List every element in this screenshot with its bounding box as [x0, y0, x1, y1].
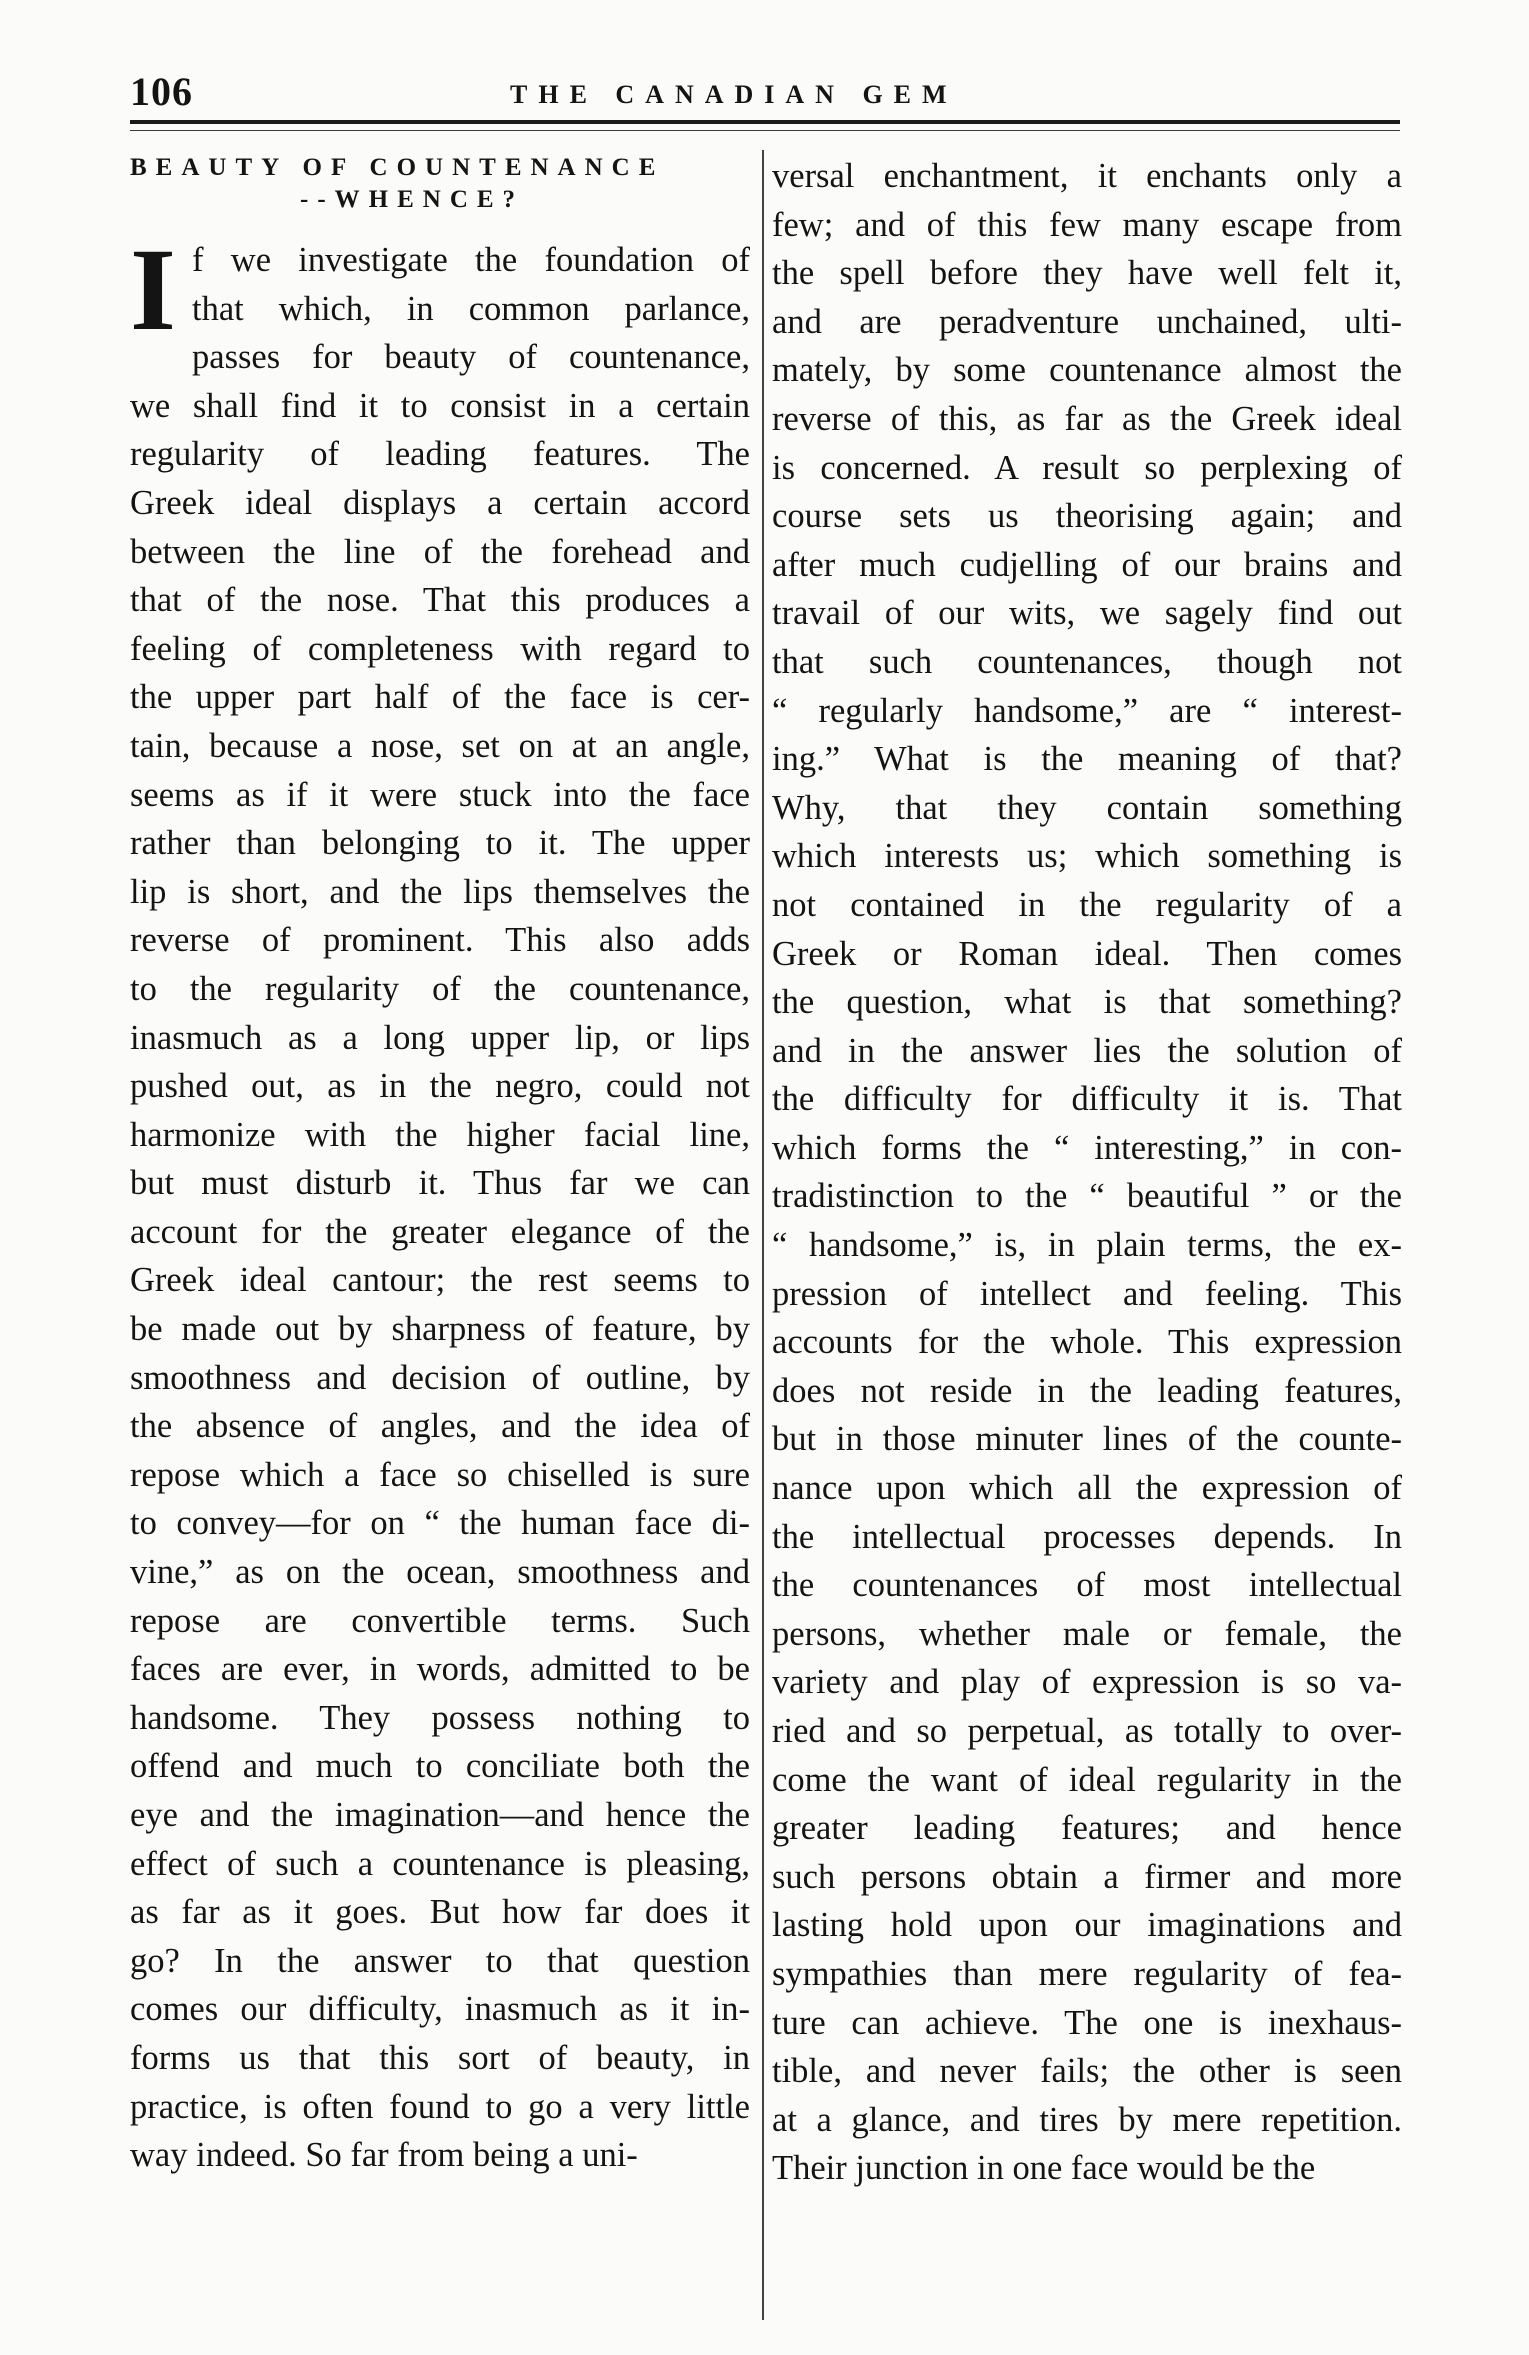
text-line: the spell before they have well felt it,	[772, 254, 1402, 293]
text-line: that such countenances, though not	[772, 642, 1402, 681]
text-line: be made out by sharpness of feature, by	[130, 1310, 750, 1349]
drop-cap: I	[130, 224, 176, 355]
text-line: handsome. They possess nothing to	[130, 1698, 750, 1737]
text-line: which forms the “ interesting,” in con-	[772, 1128, 1402, 1167]
text-line: mately, by some countenance almost the	[772, 351, 1402, 390]
text-line: tain, because a nose, set on at an angle,	[130, 726, 750, 765]
text-line: such persons obtain a firmer and more	[772, 1857, 1402, 1896]
text-line: that of the nose. That this produces a	[130, 581, 750, 620]
text-line: comes our difficulty, inasmuch as it in-	[130, 1990, 750, 2029]
text-line: Greek or Roman ideal. Then comes	[772, 934, 1402, 973]
text-line: the question, what is that something?	[772, 983, 1402, 1022]
text-line: forms us that this sort of beauty, in	[130, 2038, 750, 2077]
text-line: Why, that they contain something	[772, 788, 1402, 827]
text-line: tradistinction to the “ beautiful ” or the	[772, 1177, 1402, 1216]
text-line: practice, is often found to go a very little	[130, 2087, 750, 2126]
text-line: as far as it goes. But how far does it	[130, 1893, 750, 1932]
text-line: ried and so perpetual, as totally to over-	[772, 1712, 1402, 1750]
text-line: ture can achieve. The one is inexhaus-	[772, 2003, 1402, 2042]
text-line: Greek ideal displays a certain accord	[130, 483, 750, 522]
page-number: 106	[130, 69, 193, 114]
text-line: between the line of the forehead and	[130, 532, 750, 571]
text-line: does not reside in the leading features,	[772, 1371, 1402, 1410]
text-line: accounts for the whole. This expression	[772, 1323, 1402, 1362]
text-line: offend and much to conciliate both the	[130, 1747, 750, 1786]
article-title: BEAUTY OF COUNTENANCE	[130, 154, 665, 181]
text-line: after much cudjelling of our brains and	[772, 545, 1402, 584]
text-line: variety and play of expression is so va-	[772, 1663, 1402, 1702]
text-line: “ handsome,” is, in plain terms, the ex-	[772, 1226, 1402, 1265]
header-rule-thick	[130, 120, 1400, 124]
left-column	[130, 152, 750, 2180]
article-title-subtitle: --WHENCE?	[300, 186, 525, 213]
text-line: the absence of angles, and the idea of	[130, 1407, 750, 1446]
text-line: versal enchantment, it enchants only a	[772, 157, 1402, 195]
column-divider	[762, 150, 764, 2320]
running-title: THE CANADIAN GEM	[510, 80, 958, 109]
text-line: is concerned. A result so perplexing of	[772, 448, 1402, 487]
text-line: and in the answer lies the solution of	[772, 1031, 1402, 1070]
text-line: the difficulty for difficulty it is. That	[772, 1080, 1402, 1119]
text-line: effect of such a countenance is pleasing,	[130, 1844, 750, 1883]
text-line: f we investigate the foundation of	[192, 241, 750, 279]
page-header	[130, 68, 1400, 118]
text-line: faces are ever, in words, admitted to be	[130, 1650, 750, 1689]
text-line: reverse of this, as far as the Greek ideal	[772, 399, 1402, 438]
text-line: harmonize with the higher facial line,	[130, 1115, 750, 1154]
text-line: the upper part half of the face is cer-	[130, 678, 750, 717]
text-line: seems as if it were stuck into the face	[130, 775, 750, 814]
text-line: few; and of this few many escape from	[772, 205, 1402, 244]
text-line: repose which a face so chiselled is sure	[130, 1455, 750, 1494]
text-line: lasting hold upon our imaginations and	[772, 1906, 1402, 1945]
text-line: to the regularity of the countenance,	[130, 969, 750, 1008]
text-line: vine,” as on the ocean, smoothness and	[130, 1553, 750, 1592]
text-line: inasmuch as a long upper lip, or lips	[130, 1018, 750, 1057]
text-line: the intellectual processes depends. In	[772, 1517, 1402, 1556]
text-line: course sets us theorising again; and	[772, 497, 1402, 536]
text-line: Greek ideal cantour; the rest seems to	[130, 1261, 750, 1300]
text-line: and are peradventure unchained, ulti-	[772, 302, 1402, 341]
header-rule-thin	[130, 130, 1400, 131]
text-line: go? In the answer to that question	[130, 1941, 750, 1980]
text-line: way indeed. So far from being a uni-	[130, 2136, 638, 2175]
text-line: nance upon which all the expression of	[772, 1469, 1402, 1508]
text-line: come the want of ideal regularity in the	[772, 1760, 1402, 1799]
text-line: repose are convertible terms. Such	[130, 1601, 750, 1640]
right-column	[772, 152, 1402, 2193]
text-line: not contained in the regularity of a	[772, 885, 1402, 924]
text-line: persons, whether male or female, the	[772, 1614, 1402, 1653]
text-line: tible, and never fails; the other is seen	[772, 2052, 1402, 2091]
text-line: smoothness and decision of outline, by	[130, 1358, 750, 1397]
text-line: lip is short, and the lips themselves the	[130, 872, 750, 911]
text-line: “ regularly handsome,” are “ interest-	[772, 691, 1402, 730]
text-line: pushed out, as in the negro, could not	[130, 1067, 750, 1106]
text-line: at a glance, and tires by mere repetition.	[772, 2100, 1402, 2139]
text-line: travail of our wits, we sagely find out	[772, 594, 1402, 633]
text-line: to convey—for on “ the human face di-	[130, 1504, 750, 1543]
text-line: feeling of completeness with regard to	[130, 629, 750, 668]
text-line: reverse of prominent. This also adds	[130, 921, 750, 960]
text-line: ing.” What is the meaning of that?	[772, 740, 1402, 779]
text-line: eye and the imagination—and hence the	[130, 1796, 750, 1834]
text-line: rather than belonging to it. The upper	[130, 824, 750, 863]
text-line: pression of intellect and feeling. This	[772, 1274, 1402, 1313]
text-line: which interests us; which something is	[772, 837, 1402, 876]
text-line: greater leading features; and hence	[772, 1809, 1402, 1848]
text-line: sympathies than mere regularity of fea-	[772, 1954, 1402, 1993]
text-line: Their junction in one face would be the	[772, 2149, 1316, 2188]
text-line: but must disturb it. Thus far we can	[130, 1164, 750, 1203]
text-line: but in those minuter lines of the counte-	[772, 1420, 1402, 1459]
text-line: that which, in common parlance,	[192, 289, 750, 328]
text-line: we shall find it to consist in a certain	[130, 386, 750, 425]
text-line: account for the greater elegance of the	[130, 1212, 750, 1251]
text-line: the countenances of most intellectual	[772, 1566, 1402, 1605]
text-line: passes for beauty of countenance,	[192, 338, 750, 377]
text-line: regularity of leading features. The	[130, 435, 750, 474]
